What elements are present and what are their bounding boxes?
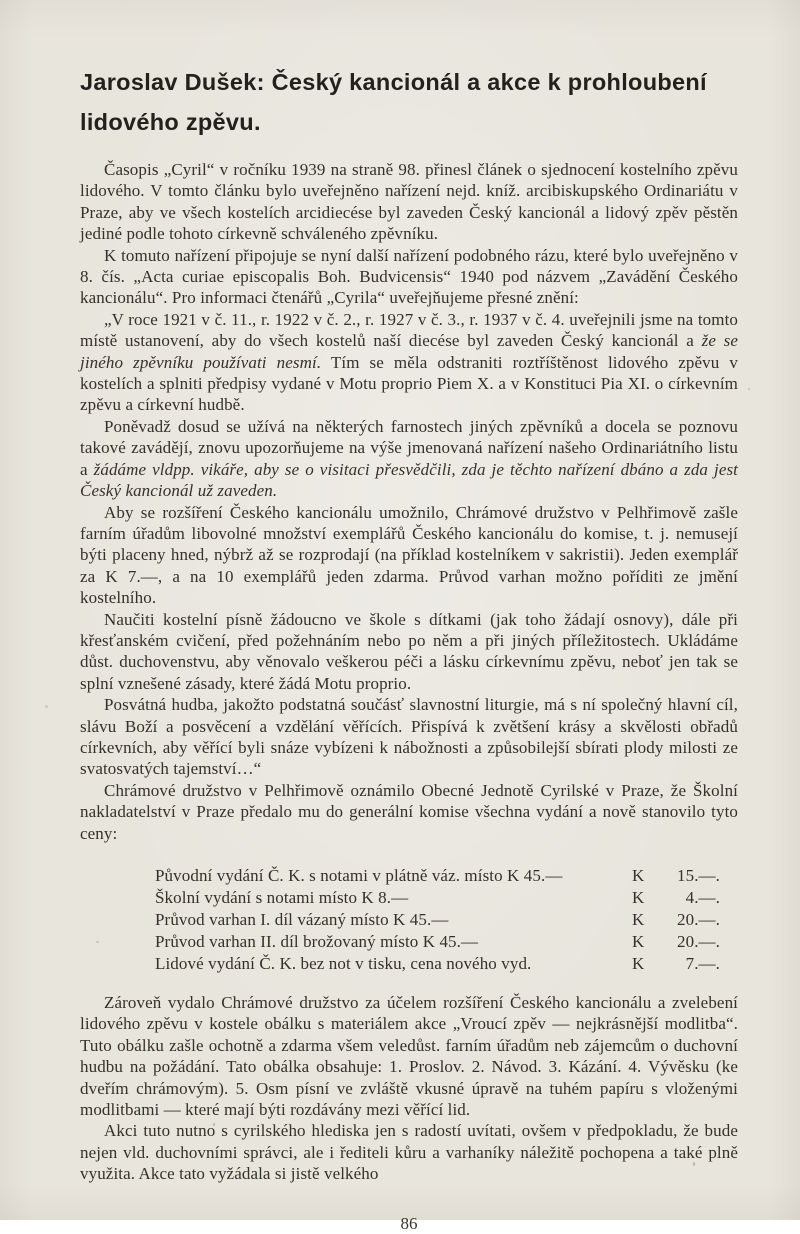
price-amount: 20.—. [677, 932, 720, 951]
price-item-label: Školní vydání s notami místo K 8.— [155, 888, 409, 907]
paragraph: Naučiti kostelní písně žádoucno ve škole s dítkami (jak toho žádají osnovy), dále při křesťanském cvičení, před požehnáním nebo po něm a při jiných příležitostech. Ukládáme důst. duchovenstvu, aby věnovalo veškerou péči a lásku církevnímu zpěvu, neboť jen tak se splní vznešené zásady, které žádá Motu proprio. [80, 609, 738, 693]
paragraph: „V roce 1921 v č. 11., r. 1922 v č. 2., r. 1927 v č. 3., r. 1937 v č. 4. uveřejnili jsme na tomto místě ustanovení, aby do všech kostelů naší diecése byl zaveden Český kancionál a že se jiného zpěvníku používati nesmí. Tím se měla odstraniti roztříštěnost lidového zpěvu v kostelích a splniti předpisy vydané v Motu proprio Piem X. a v Konstituci Pia XI. o církevním zpěvu a církevní hudbě. [80, 309, 738, 415]
price-currency: K [632, 866, 645, 885]
price-list-row [155, 953, 720, 975]
article-title-line1: Jaroslav Dušek: Český kancionál a akce k prohloubení [80, 69, 707, 95]
price-currency: K [632, 910, 645, 929]
price-item-price [632, 909, 720, 931]
paper-speck [693, 1162, 695, 1166]
price-item-label: Původní vydání Č. K. s notami v plátně váz. místo K 45.— [155, 866, 563, 885]
paragraph: Chrámové družstvo v Pelhřimově oznámilo Obecné Jednotě Cyrilské v Praze, že Školní nakladatelství v Praze předalo mu do generální komise všechna vydání a nově stanovilo tyto ceny: [80, 780, 738, 843]
paragraph: Časopis „Cyril“ v ročníku 1939 na straně 98. přinesl článek o sjednocení kostelního zpěvu lidového. V tomto článku bylo uveřejněno nařízení nejd. kníž. arcibiskupského Ordinariátu v Praze, aby ve všech kostelích arcidiecése byl zaveden Český kancionál a lidový zpěv pěstěn jediné podle tohoto církevně schváleného zpěvníku. [80, 160, 738, 244]
paragraph: Akci tuto nutno s cyrilského hlediska jen s radostí uvítati, ovšem v předpokladu, že bude nejen vld. duchovními správci, ale i řediteli kůru a varhaníky náležitě pochopena a také plně využita. Akce tato vyžádala si jistě velkého [80, 1121, 738, 1184]
price-amount: 4.—. [685, 888, 720, 907]
paragraph: Posvátná hudba, jakožto podstatná součásť slavnostní liturgie, má s ní společný hlavní cíl, slávu Boží a posvěcení a vzdělání věřících. Přispívá k zvětšení krásy a skvělosti obřadů církevních, aby věřící byli snáze vybízeni k nábožnosti a způsobilejší sbírati plody milosti ze svatosvatých tajemství…“ [80, 695, 738, 779]
paper-speck [96, 941, 99, 943]
price-item-label: Lidové vydání Č. K. bez not v tisku, cena nového vyd. [155, 954, 532, 973]
page-number: 86 [400, 1213, 418, 1233]
paragraph: Aby se rozšíření Českého kancionálu umožnilo, Chrámové družstvo v Pelhřimově zašle farním úřadům libovolné množství exemplářů Českého kancionálu do komise, t. j. nemusejí býti placeny hned, nýbrž až se rozprodají (na příklad kostelníkem v sakristii). Jeden exemplář za K 7.—, a na 10 exemplářů jeden zdarma. Průvod varhan možno poříditi ze jmění kostelního. [80, 502, 738, 608]
price-list-row [155, 931, 720, 953]
price-list [155, 865, 720, 975]
price-item-price [632, 953, 720, 975]
article-title-line2: lidového zpěvu. [80, 109, 261, 135]
paragraph: K tomuto nařízení připojuje se nyní další nařízení podobného rázu, které bylo uveřejněno v 8. čís. „Acta curiae episcopalis Boh. Budvicensis“ 1940 pod názvem „Zavádění Českého kancionálu“. Pro informaci čtenářů „Cyrila“ uveřejňujeme přesné znění: [80, 245, 738, 308]
article-title [80, 62, 738, 142]
paragraph: Poněvadž dosud se užívá na některých farnostech jiných zpěvníků a docela se poznovu takové zavádějí, znovu upozorňujeme na výše jmenovaná nařízení našeho Ordinariátního listu a žádáme vldpp. vikáře, aby se o visitaci přesvědčili, zda je těchto nařízení dbáno a zda jest Český kancionál už zaveden. [80, 416, 739, 501]
price-item-price [632, 887, 720, 909]
price-currency: K [632, 932, 645, 951]
price-currency: K [632, 954, 645, 973]
price-list-row [155, 865, 720, 887]
article-body [80, 159, 738, 1185]
paper-speck [748, 388, 750, 390]
paper-speck [45, 705, 48, 708]
price-amount: 7.—. [685, 954, 720, 973]
price-list-row [155, 909, 720, 931]
price-item-price [632, 865, 720, 887]
price-currency: K [632, 888, 645, 907]
paper-speck [213, 1123, 215, 1126]
price-item-price [632, 931, 720, 953]
price-item-label: Průvod varhan I. díl vázaný místo K 45.— [155, 910, 449, 929]
price-amount: 20.—. [677, 910, 720, 929]
price-list-row [155, 887, 720, 909]
price-item-label: Průvod varhan II. díl brožovaný místo K 45.— [155, 932, 479, 951]
price-amount: 15.—. [677, 866, 720, 885]
paragraph: Zároveň vydalo Chrámové družstvo za účelem rozšíření Českého kancionálu a zvelebení lidového zpěvu v kostele obálku s materiálem akce „Vroucí zpěv — nejkrásnější modlitba“. Tuto obálku zašle ochotně a zdarma všem veledůst. farním úřadům neb zájemcům o duchovní hudbu na požádání. Tato obálka obsahuje: 1. Proslov. 2. Návod. 3. Kázání. 4. Vývěsku (ke dveřím chrámovým). 5. Osm písní ve zvláště vkusné úpravě na tuhém papíru s vloženými modlitbami — které mají býti rozdávány mezi věřící lid. [80, 993, 738, 1120]
